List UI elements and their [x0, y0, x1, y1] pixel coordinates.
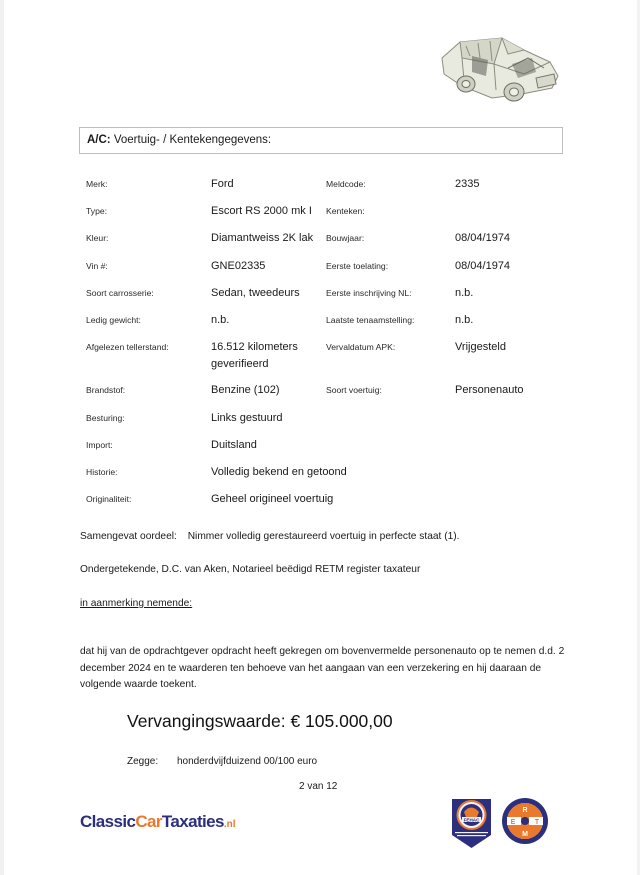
- signatory-line: Ondergetekende, D.C. van Aken, Notarieel beëdigd RETM register taxateur: [80, 564, 421, 575]
- vintage-car-illustration: [432, 28, 572, 108]
- field-value-besturing: Links gestuurd: [211, 412, 283, 424]
- fehac-badge-icon: [449, 795, 494, 850]
- page-number: 2 van 12: [299, 781, 338, 792]
- field-label-tellerstand: Afgelezen tellerstand:: [86, 342, 169, 352]
- field-value-tellerstand-line2: geverifieerd: [211, 358, 269, 370]
- field-value-kleur: Diamantweiss 2K lak: [211, 232, 314, 244]
- zegge-label: Zegge:: [127, 756, 159, 767]
- fehac-text: FEHAC: [463, 817, 480, 823]
- field-value-originaliteit: Geheel origineel voertuig: [211, 493, 334, 505]
- field-label-soort-voertuig: Soort voertuig:: [326, 385, 382, 395]
- field-label-merk: Merk:: [86, 179, 108, 189]
- field-label-type: Type:: [86, 206, 108, 216]
- field-value-historie: Volledig bekend en getoond: [211, 466, 347, 478]
- field-label-bouwjaar: Bouwjaar:: [326, 233, 365, 243]
- field-label-laatste-tenaamstelling: Laatste tenaamstelling:: [326, 315, 415, 325]
- field-label-originaliteit: Originaliteit:: [86, 494, 132, 504]
- replacement-value: Vervangingswaarde: € 105.000,00: [127, 711, 393, 731]
- field-label-brandstof: Brandstof:: [86, 385, 126, 395]
- field-label-meldcode: Meldcode:: [326, 179, 366, 189]
- consideration-heading: in aanmerking nemende:: [80, 598, 193, 609]
- field-value-ledig-gewicht: n.b.: [211, 314, 230, 326]
- retm-letter-r: R: [522, 807, 528, 814]
- field-value-meldcode: 2335: [455, 178, 480, 190]
- field-value-bouwjaar: 08/04/1974: [455, 232, 511, 244]
- page-edge-left: [0, 0, 4, 875]
- brand-part-car: Car: [135, 812, 162, 831]
- valuation-body-text: dat hij van de opdrachtgever opdracht heeft gekregen om bovenvermelde personenauto op te nemen d.d. 2 december 2024 en te waarderen ten behoeve van het aangaan van een verzekering en hij daaraan de volgende waarde toekent.: [80, 646, 565, 690]
- field-label-besturing: Besturing:: [86, 413, 125, 423]
- field-label-vin: Vin #:: [86, 261, 108, 271]
- field-label-ledig-gewicht: Ledig gewicht:: [86, 315, 141, 325]
- zegge-value: honderdvijfduizend 00/100 euro: [177, 756, 318, 767]
- retm-letter-e: E: [510, 819, 516, 826]
- brand-tld: .nl: [223, 819, 236, 830]
- retm-letter-t: T: [534, 819, 540, 826]
- field-label-kleur: Kleur:: [86, 233, 109, 243]
- field-value-tellerstand: 16.512 kilometers: [211, 341, 298, 353]
- field-label-import: Import:: [86, 440, 113, 450]
- retm-letter-m: M: [522, 831, 528, 838]
- field-value-vin: GNE02335: [211, 260, 266, 272]
- field-label-eerste-toelating: Eerste toelating:: [326, 261, 389, 271]
- section-title: Voertuig- / Kentekengegevens:: [113, 134, 272, 146]
- field-value-apk: Vrijgesteld: [455, 341, 506, 353]
- field-value-eerste-toelating: 08/04/1974: [455, 260, 511, 272]
- field-value-import: Duitsland: [211, 439, 257, 451]
- section-prefix: A/C:: [87, 134, 111, 146]
- section-header-vehicle-data: [79, 127, 563, 154]
- field-label-eerste-inschrijving: Eerste inschrijving NL:: [326, 288, 412, 298]
- field-value-type: Escort RS 2000 mk I: [211, 205, 312, 217]
- brand-part-taxaties: Taxaties: [161, 812, 224, 831]
- classiccartaxaties-logo: [80, 812, 236, 832]
- field-label-apk: Vervaldatum APK:: [326, 342, 396, 352]
- field-value-carrosserie: Sedan, tweedeurs: [211, 287, 300, 299]
- brand-part-classic: Classic: [80, 812, 136, 831]
- field-value-laatste-tenaamstelling: n.b.: [455, 314, 474, 326]
- field-value-soort-voertuig: Personenauto: [455, 384, 524, 396]
- field-value-merk: Ford: [211, 178, 234, 190]
- retm-badge-icon: [500, 796, 550, 846]
- summary-label: Samengevat oordeel:: [80, 531, 177, 542]
- field-label-kenteken: Kenteken:: [326, 206, 365, 216]
- field-value-eerste-inschrijving: n.b.: [455, 287, 474, 299]
- field-label-carrosserie: Soort carrosserie:: [86, 288, 154, 298]
- field-label-historie: Historie:: [86, 467, 118, 477]
- summary-line: [80, 531, 460, 542]
- field-value-brandstof: Benzine (102): [211, 384, 280, 396]
- summary-text: Nimmer volledig gerestaureerd voertuig in perfecte staat (1).: [187, 531, 460, 542]
